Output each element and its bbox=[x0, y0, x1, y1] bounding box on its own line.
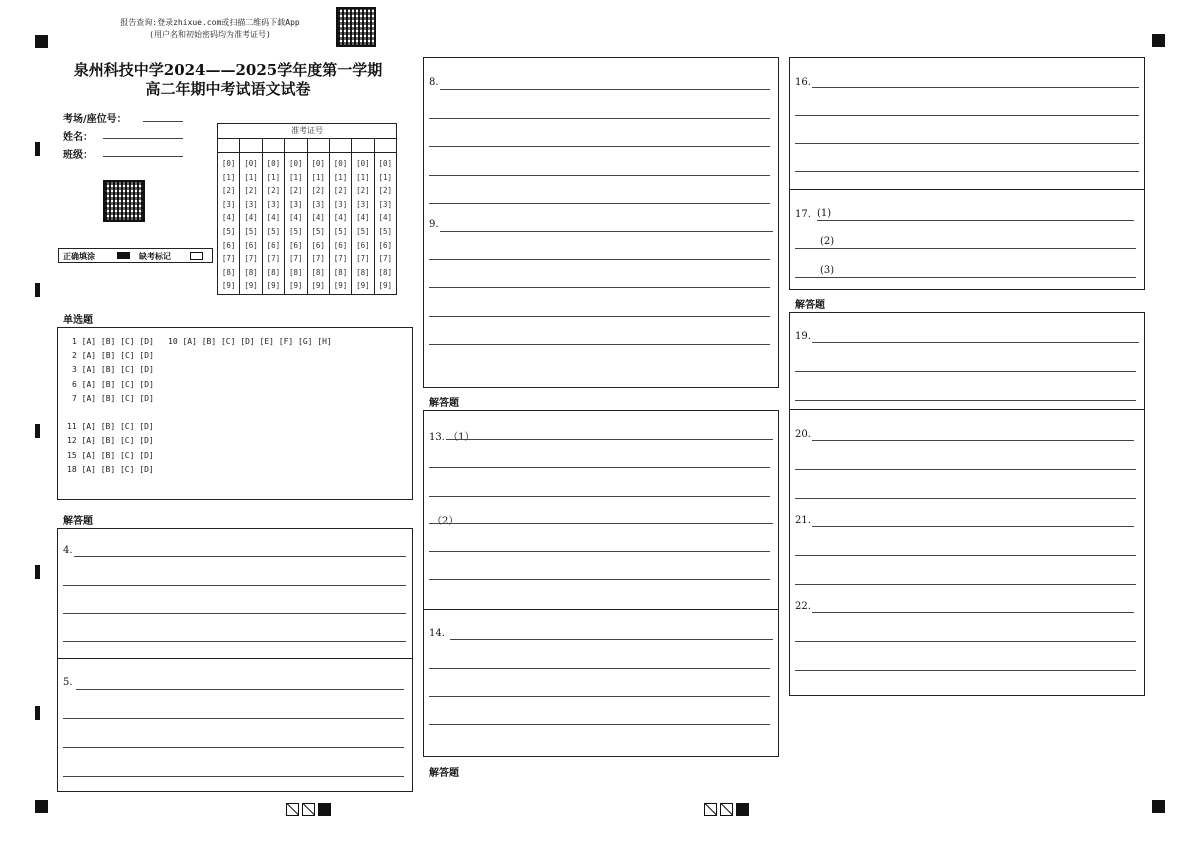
id-digit-bubble[interactable]: [4] bbox=[311, 213, 325, 223]
correct-fill-sample bbox=[117, 252, 130, 259]
id-digit-bubble[interactable]: [4] bbox=[266, 213, 281, 223]
id-digit-bubble[interactable]: [8] bbox=[266, 267, 281, 277]
id-digit-bubble[interactable]: [1] bbox=[221, 172, 236, 182]
answer-line[interactable] bbox=[795, 641, 1136, 642]
id-digit-bubble[interactable]: [4] bbox=[244, 213, 258, 223]
id-digit-bubble[interactable]: [7] bbox=[333, 254, 348, 264]
answer-line[interactable] bbox=[795, 498, 1136, 499]
id-digit-column bbox=[375, 153, 396, 295]
id-digit-bubble[interactable]: [2] bbox=[266, 186, 281, 196]
admission-id-bubbles bbox=[218, 153, 396, 295]
report-query-note: 报告查询:登录zhixue.com或扫描二维码下载App bbox=[120, 18, 300, 27]
answer-line[interactable] bbox=[63, 747, 404, 748]
id-digit-bubble[interactable]: [1] bbox=[311, 172, 325, 182]
id-digit-bubble[interactable]: [8] bbox=[333, 267, 348, 277]
q13-part2-number: （2） bbox=[432, 516, 459, 527]
id-digit-bubble[interactable]: [6] bbox=[289, 240, 303, 250]
exam-title-line2: 高二年期中考试语文试卷 bbox=[145, 80, 311, 98]
id-digit-bubble[interactable]: [2] bbox=[311, 186, 325, 196]
id-digit-bubble[interactable]: [5] bbox=[311, 226, 325, 236]
answer-box-q13 bbox=[423, 410, 779, 610]
mcq-row[interactable]: 7 [A] [B] [C] [D] bbox=[72, 394, 154, 403]
id-digit-bubble[interactable]: [9] bbox=[289, 281, 303, 291]
answer-section-label-left: 解答题 bbox=[63, 516, 93, 527]
q13-number: 13. （1） bbox=[429, 432, 475, 443]
answer-line[interactable] bbox=[817, 220, 1134, 221]
q9-number: 9. bbox=[429, 219, 439, 230]
side-marker bbox=[35, 706, 40, 720]
q21-number: 21. bbox=[795, 515, 811, 526]
answer-line[interactable] bbox=[429, 496, 770, 497]
answer-line[interactable] bbox=[429, 146, 770, 147]
answer-line[interactable] bbox=[795, 143, 1139, 144]
id-digit-bubble[interactable]: [3] bbox=[356, 199, 370, 209]
id-digit-bubble[interactable]: [3] bbox=[378, 199, 393, 209]
id-digit-bubble[interactable]: [3] bbox=[244, 199, 258, 209]
q14-number: 14. bbox=[429, 628, 445, 639]
admission-id-write-row bbox=[218, 139, 396, 153]
corner-marker-top-right bbox=[1152, 34, 1165, 47]
exam-title-line1: 泉州科技中学2024——2025学年度第一学期 bbox=[73, 61, 383, 79]
answer-line[interactable] bbox=[429, 523, 773, 524]
answer-line[interactable] bbox=[795, 670, 1136, 671]
id-digit-bubble[interactable]: [7] bbox=[311, 254, 325, 264]
mcq-row[interactable]: 15 [A] [B] [C] [D] bbox=[67, 451, 154, 460]
answer-line[interactable] bbox=[440, 89, 770, 90]
answer-line[interactable] bbox=[429, 259, 770, 260]
side-marker bbox=[35, 565, 40, 579]
fill-legend bbox=[58, 248, 213, 263]
answer-section-label-middle: 解答题 bbox=[429, 398, 459, 409]
page-mark-solid bbox=[736, 803, 749, 816]
answer-line[interactable] bbox=[63, 718, 404, 719]
id-digit-bubble[interactable]: [1] bbox=[356, 172, 370, 182]
seat-label: 考场/座位号： bbox=[63, 114, 127, 125]
id-digit-bubble[interactable]: [9] bbox=[311, 281, 325, 291]
page-mark-slash bbox=[286, 803, 299, 816]
id-digit-bubble[interactable]: [9] bbox=[221, 281, 236, 291]
answer-line[interactable] bbox=[63, 776, 404, 777]
q17-number: 17. bbox=[795, 209, 811, 220]
answer-line[interactable] bbox=[812, 526, 1134, 527]
answer-line[interactable] bbox=[440, 231, 773, 232]
q17-part3-number: (3) bbox=[820, 265, 835, 276]
id-digit-bubble[interactable]: [4] bbox=[356, 213, 370, 223]
id-digit-column bbox=[308, 153, 330, 295]
id-digit-bubble[interactable]: [6] bbox=[266, 240, 281, 250]
id-digit-bubble[interactable]: [9] bbox=[356, 281, 370, 291]
id-digit-bubble[interactable]: [1] bbox=[289, 172, 303, 182]
id-write-cell[interactable] bbox=[308, 139, 330, 152]
answer-line[interactable] bbox=[812, 87, 1139, 88]
id-digit-bubble[interactable]: [2] bbox=[333, 186, 348, 196]
q5-number: 5. bbox=[63, 677, 73, 688]
id-digit-bubble[interactable]: [3] bbox=[289, 199, 303, 209]
id-digit-column bbox=[330, 153, 352, 295]
id-digit-column bbox=[285, 153, 307, 295]
id-digit-bubble[interactable]: [6] bbox=[244, 240, 258, 250]
page-mark-solid bbox=[318, 803, 331, 816]
id-digit-bubble[interactable]: [7] bbox=[356, 254, 370, 264]
report-query-subnote: (用户名和初始密码均为准考证号) bbox=[149, 30, 271, 39]
q4-number: 4. bbox=[63, 545, 73, 556]
id-digit-bubble[interactable]: [8] bbox=[311, 267, 325, 277]
id-digit-bubble[interactable]: [8] bbox=[289, 267, 303, 277]
id-digit-bubble[interactable]: [0] bbox=[221, 159, 236, 168]
mcq-section-label: 单选题 bbox=[63, 315, 93, 326]
page-mark-slash bbox=[704, 803, 717, 816]
id-digit-bubble[interactable]: [0] bbox=[311, 159, 325, 168]
class-field[interactable] bbox=[103, 156, 183, 157]
id-digit-bubble[interactable]: [5] bbox=[333, 226, 348, 236]
id-digit-bubble[interactable]: [5] bbox=[356, 226, 370, 236]
class-label: 班级： bbox=[63, 150, 93, 161]
side-marker bbox=[35, 283, 40, 297]
id-digit-bubble[interactable]: [6] bbox=[356, 240, 370, 250]
id-digit-bubble[interactable]: [6] bbox=[311, 240, 325, 250]
answer-line[interactable] bbox=[795, 277, 1136, 278]
answer-line[interactable] bbox=[429, 467, 770, 468]
answer-box-q5 bbox=[57, 658, 413, 792]
corner-marker-bottom-left bbox=[35, 800, 48, 813]
id-digit-bubble[interactable]: [6] bbox=[378, 240, 393, 250]
admission-id-title: 准考证号 bbox=[218, 124, 396, 139]
id-write-cell[interactable] bbox=[240, 139, 262, 152]
id-digit-bubble[interactable]: [7] bbox=[378, 254, 393, 264]
id-digit-bubble[interactable]: [3] bbox=[266, 199, 281, 209]
answer-line[interactable] bbox=[429, 579, 770, 580]
absent-mark-label: 缺考标记 bbox=[139, 252, 171, 261]
mcq-row[interactable]: 3 [A] [B] [C] [D] bbox=[72, 365, 154, 374]
id-digit-bubble[interactable]: [2] bbox=[244, 186, 258, 196]
id-digit-bubble[interactable]: [8] bbox=[221, 267, 236, 277]
id-digit-bubble[interactable]: [3] bbox=[311, 199, 325, 209]
id-digit-bubble[interactable]: [2] bbox=[289, 186, 303, 196]
name-field[interactable] bbox=[103, 138, 183, 139]
id-digit-bubble[interactable]: [5] bbox=[289, 226, 303, 236]
answer-line[interactable] bbox=[429, 175, 770, 176]
id-digit-column bbox=[263, 153, 285, 295]
id-digit-bubble[interactable]: [3] bbox=[333, 199, 348, 209]
id-digit-column bbox=[352, 153, 374, 295]
id-digit-bubble[interactable]: [1] bbox=[266, 172, 281, 182]
id-digit-bubble[interactable]: [8] bbox=[356, 267, 370, 277]
page-mark-slash bbox=[302, 803, 315, 816]
id-digit-bubble[interactable]: [0] bbox=[378, 159, 393, 168]
seat-field[interactable] bbox=[143, 121, 183, 122]
answer-line[interactable] bbox=[795, 584, 1136, 585]
id-write-cell[interactable] bbox=[352, 139, 374, 152]
qr-code-student bbox=[103, 180, 145, 222]
page-id-marks-left bbox=[286, 803, 331, 816]
corner-marker-top-left bbox=[35, 35, 48, 48]
answer-line[interactable] bbox=[446, 439, 773, 440]
mcq-row[interactable]: 1 [A] [B] [C] [D] bbox=[72, 337, 154, 346]
id-digit-bubble[interactable]: [7] bbox=[221, 254, 236, 264]
q17-part2-number: (2) bbox=[820, 236, 835, 247]
id-digit-bubble[interactable]: [9] bbox=[244, 281, 258, 291]
mcq-row[interactable]: 11 [A] [B] [C] [D] bbox=[67, 422, 154, 431]
page-id-marks-right bbox=[704, 803, 749, 816]
id-digit-bubble[interactable]: [2] bbox=[356, 186, 370, 196]
answer-line[interactable] bbox=[795, 469, 1136, 470]
id-digit-bubble[interactable]: [4] bbox=[333, 213, 348, 223]
answer-line[interactable] bbox=[74, 556, 406, 557]
id-digit-bubble[interactable]: [1] bbox=[333, 172, 348, 182]
q19-number: 19. bbox=[795, 331, 811, 342]
answer-line[interactable] bbox=[429, 203, 770, 204]
answer-line[interactable] bbox=[76, 689, 404, 690]
id-digit-bubble[interactable]: [5] bbox=[266, 226, 281, 236]
answer-line[interactable] bbox=[429, 316, 770, 317]
q22-number: 22. bbox=[795, 601, 811, 612]
id-digit-bubble[interactable]: [2] bbox=[378, 186, 393, 196]
section-divider bbox=[790, 189, 1144, 190]
id-digit-bubble[interactable]: [5] bbox=[244, 226, 258, 236]
answer-line[interactable] bbox=[429, 724, 770, 725]
id-digit-column bbox=[240, 153, 262, 295]
id-digit-bubble[interactable]: [3] bbox=[221, 199, 236, 209]
answer-line[interactable] bbox=[795, 400, 1136, 401]
answer-line[interactable] bbox=[812, 440, 1134, 441]
answer-line[interactable] bbox=[63, 585, 406, 586]
answer-box-q20-q22 bbox=[789, 409, 1145, 696]
answer-line[interactable] bbox=[450, 639, 773, 640]
correct-fill-label: 正确填涂 bbox=[63, 252, 95, 261]
q17-part1-number: (1) bbox=[817, 208, 832, 219]
id-digit-bubble[interactable]: [6] bbox=[221, 240, 236, 250]
mcq-row-10[interactable]: 10 [A] [B] [C] [D] [E] [F] [G] [H] bbox=[168, 337, 332, 346]
id-digit-bubble[interactable]: [6] bbox=[333, 240, 348, 250]
answer-line[interactable] bbox=[795, 248, 1136, 249]
answer-box-q16-q17 bbox=[789, 57, 1145, 290]
id-digit-bubble[interactable]: [0] bbox=[266, 159, 281, 168]
id-digit-bubble[interactable]: [0] bbox=[333, 159, 348, 168]
id-digit-bubble[interactable]: [8] bbox=[378, 267, 393, 277]
id-digit-bubble[interactable]: [1] bbox=[378, 172, 393, 182]
id-write-cell[interactable] bbox=[330, 139, 352, 152]
answer-line[interactable] bbox=[429, 668, 770, 669]
answer-line[interactable] bbox=[795, 555, 1136, 556]
mcq-row[interactable]: 2 [A] [B] [C] [D] bbox=[72, 351, 154, 360]
id-digit-bubble[interactable]: [0] bbox=[244, 159, 258, 168]
id-digit-column bbox=[218, 153, 240, 295]
answer-box-q14 bbox=[423, 609, 779, 757]
q8-number: 8. bbox=[429, 77, 439, 88]
answer-line[interactable] bbox=[429, 551, 770, 552]
answer-line[interactable] bbox=[812, 342, 1139, 343]
answer-line[interactable] bbox=[63, 641, 406, 642]
answer-box-q19 bbox=[789, 312, 1145, 410]
id-digit-bubble[interactable]: [1] bbox=[244, 172, 258, 182]
id-digit-bubble[interactable]: [9] bbox=[378, 281, 393, 291]
id-write-cell[interactable] bbox=[285, 139, 307, 152]
absent-mark-checkbox[interactable] bbox=[190, 252, 203, 260]
id-digit-bubble[interactable]: [7] bbox=[266, 254, 281, 264]
id-write-cell[interactable] bbox=[375, 139, 396, 152]
id-write-cell[interactable] bbox=[218, 139, 240, 152]
id-digit-bubble[interactable]: [4] bbox=[378, 213, 393, 223]
id-digit-bubble[interactable]: [4] bbox=[289, 213, 303, 223]
answer-line[interactable] bbox=[795, 371, 1136, 372]
answer-line[interactable] bbox=[429, 287, 770, 288]
page-mark-slash bbox=[720, 803, 733, 816]
id-write-cell[interactable] bbox=[263, 139, 285, 152]
mcq-row[interactable]: 18 [A] [B] [C] [D] bbox=[67, 465, 154, 474]
id-digit-bubble[interactable]: [9] bbox=[333, 281, 348, 291]
mcq-row[interactable]: 12 [A] [B] [C] [D] bbox=[67, 436, 154, 445]
id-digit-bubble[interactable]: [7] bbox=[289, 254, 303, 264]
answer-section-label-bottom: 解答题 bbox=[429, 768, 459, 779]
name-label: 姓名： bbox=[63, 132, 93, 143]
answer-line[interactable] bbox=[429, 344, 770, 345]
side-marker bbox=[35, 424, 40, 438]
id-digit-bubble[interactable]: [8] bbox=[244, 267, 258, 277]
answer-line[interactable] bbox=[63, 613, 406, 614]
mcq-row[interactable]: 6 [A] [B] [C] [D] bbox=[72, 380, 154, 389]
answer-line[interactable] bbox=[429, 118, 770, 119]
q20-number: 20. bbox=[795, 429, 811, 440]
answer-line[interactable] bbox=[795, 171, 1139, 172]
id-digit-bubble[interactable]: [4] bbox=[221, 213, 236, 223]
q16-number: 16. bbox=[795, 77, 811, 88]
id-digit-bubble[interactable]: [9] bbox=[266, 281, 281, 291]
answer-line[interactable] bbox=[795, 115, 1139, 116]
id-digit-bubble[interactable]: [0] bbox=[356, 159, 370, 168]
mcq-box bbox=[57, 327, 413, 500]
answer-box-q4 bbox=[57, 528, 413, 659]
answer-section-label-right: 解答题 bbox=[795, 300, 825, 311]
qr-code-header bbox=[336, 7, 376, 47]
admission-id-grid bbox=[217, 123, 397, 295]
id-digit-bubble[interactable]: [5] bbox=[221, 226, 236, 236]
answer-box-q8-q9 bbox=[423, 57, 779, 388]
corner-marker-bottom-right bbox=[1152, 800, 1165, 813]
id-digit-bubble[interactable]: [0] bbox=[289, 159, 303, 168]
answer-line[interactable] bbox=[812, 612, 1134, 613]
id-digit-bubble[interactable]: [2] bbox=[221, 186, 236, 196]
id-digit-bubble[interactable]: [7] bbox=[244, 254, 258, 264]
id-digit-bubble[interactable]: [5] bbox=[378, 226, 393, 236]
answer-line[interactable] bbox=[429, 696, 770, 697]
side-marker bbox=[35, 142, 40, 156]
